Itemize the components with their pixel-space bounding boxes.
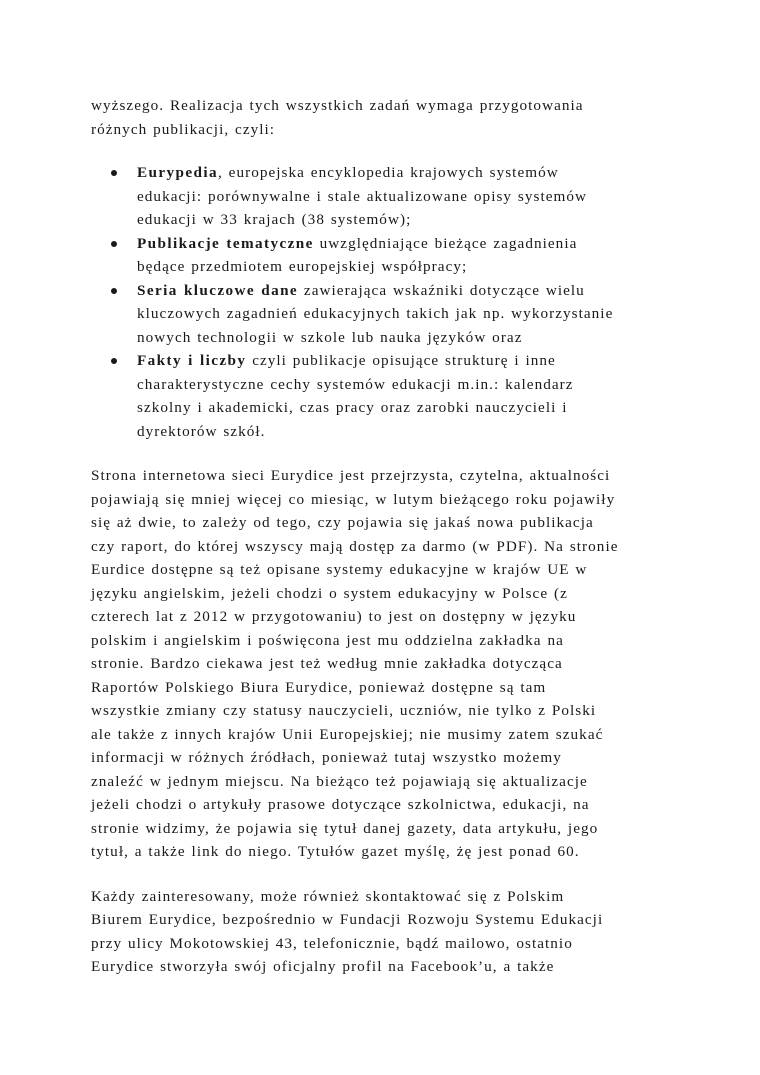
text-line: Strona internetowa sieci Eurydice jest przejrzysta, czytelna, aktualności	[91, 467, 611, 484]
text-span: , europejska encyklopedia krajowych systemów	[217, 164, 559, 181]
text-line: informacji w różnych źródłach, ponieważ tutaj wszystko możemy	[91, 749, 562, 766]
text-line: Każdy zainteresowany, może również skontaktować się z Polskim	[91, 887, 565, 905]
text-span: czyli publikacje opisujące strukturę i inne	[246, 352, 556, 369]
text-line: pojawiają się mniej więcej co miesiąc, w lutym bieżącego roku pojawiły	[91, 490, 616, 508]
text-line: będące przedmiotem europejskiej współpracy;	[137, 258, 468, 275]
paragraph-intro	[91, 94, 681, 141]
text-line: stronie widzimy, że pojawia się tytuł danej gazety, data artykułu, jego	[91, 819, 599, 837]
text-line: Raportów Polskiego Biura Eurydice, ponieważ dostępne są tam	[91, 678, 547, 696]
text-line: się aż dwie, to zależy od tego, czy pojawia się jakaś nowa publikacja	[91, 514, 594, 531]
paragraph-contact	[91, 885, 681, 979]
text-line: jeżeli chodzi o artykuły prasowe dotyczące szkolnictwa, edukacji, na	[91, 796, 590, 813]
text-span: uwzględniające bieżące zagadnienia	[313, 234, 578, 252]
text-line: znaleźć w jednym miejscu. Na bieżąco też pojawiają się aktualizacje	[91, 772, 588, 790]
publication-list	[137, 161, 681, 443]
paragraph-website	[91, 464, 681, 864]
list-item-eurypedia	[137, 161, 681, 232]
bullet-icon	[111, 358, 117, 364]
text-line: różnych publikacji, czyli:	[91, 120, 276, 138]
text-line: charakterystyczne cechy systemów edukacji m.in.: kalendarz	[137, 375, 574, 393]
text-line	[137, 161, 681, 185]
text-line: czy raport, do której wszyscy mają dostęp za darmo (w PDF). Na stronie	[91, 537, 619, 555]
list-item-publikacje	[137, 232, 681, 279]
text-line: dyrektorów szkół.	[137, 422, 266, 440]
list-item-fakty	[137, 349, 681, 443]
text-line: edukacji w 33 krajach (38 systemów);	[137, 211, 412, 228]
text-line: stronie. Bardzo ciekawa jest też według mnie zakładka dotycząca	[91, 655, 563, 672]
text-line: polskim i angielskim i poświęcona jest mu oddzielna zakładka na	[91, 631, 564, 649]
bullet-icon	[111, 170, 117, 176]
text-line: czterech lat z 2012 w przygotowaniu) to jest on dostępny w języku	[91, 608, 577, 625]
text-line: wszystkie zmiany czy statusy nauczycieli, uczniów, nie tylko z Polski	[91, 702, 597, 719]
document-page	[91, 94, 681, 979]
text-line: ale także z innych krajów Unii Europejskiej; nie musimy zatem szukać	[91, 725, 604, 743]
text-line: tytuł, a także link do niego. Tytułów gazet myślę, żę jest ponad 60.	[91, 843, 580, 860]
text-line	[137, 232, 681, 256]
text-line: nowych technologii w szkole lub nauka języków oraz	[137, 328, 523, 346]
text-line: szkolny i akademicki, czas pracy oraz zarobki nauczycieli i	[137, 399, 568, 416]
list-item-seria	[137, 279, 681, 350]
text-span: zawierająca wskaźniki dotyczące wielu	[298, 281, 585, 299]
text-line: języku angielskim, jeżeli chodzi o system edukacyjny w Polsce (z	[91, 584, 568, 602]
text-line: edukacji: porównywalne i stale aktualizowane opisy systemów	[137, 187, 588, 205]
bullet-icon	[111, 288, 117, 294]
bold-term: Eurypedia	[137, 164, 218, 181]
text-line: Biurem Eurydice, bezpośrednio w Fundacji Rozwoju Systemu Edukacji	[91, 911, 604, 928]
text-line	[137, 279, 681, 303]
bullet-icon	[111, 241, 117, 247]
text-line	[137, 349, 681, 373]
bold-term: Fakty i liczby	[137, 352, 247, 369]
text-line: Eurdice dostępne są też opisane systemy edukacyjne w krajów UE w	[91, 561, 588, 578]
text-line: wyższego. Realizacja tych wszystkich zadań wymaga przygotowania	[91, 97, 584, 114]
text-line: Eurydice stworzyła swój oficjalny profil na Facebook’u, a także	[91, 958, 555, 975]
text-line: przy ulicy Mokotowskiej 43, telefonicznie, bądź mailowo, ostatnio	[91, 934, 573, 952]
bold-term: Publikacje tematyczne	[137, 234, 314, 252]
text-line: kluczowych zagadnień edukacyjnych takich jak np. wykorzystanie	[137, 305, 614, 322]
bold-term: Seria kluczowe dane	[137, 281, 299, 299]
